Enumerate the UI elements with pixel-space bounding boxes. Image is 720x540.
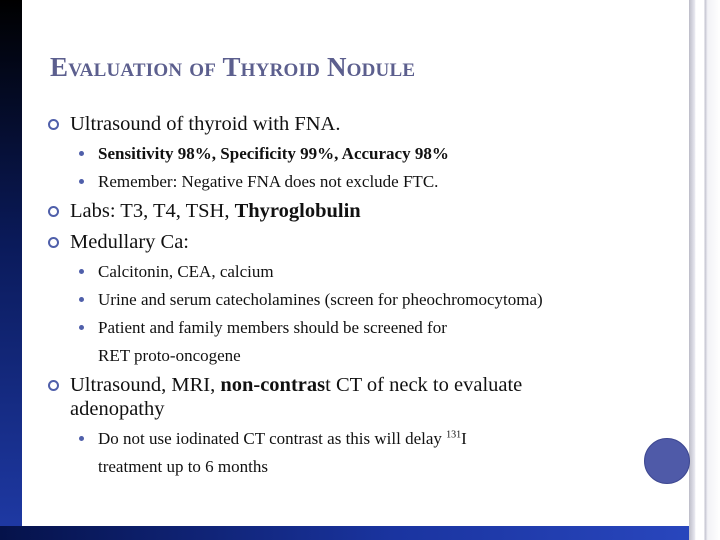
bullet-text-bold: Sensitivity 98%, Specificity 99%, Accuracy 98% xyxy=(98,144,449,163)
bullet-text-continued: adenopathy xyxy=(70,398,165,420)
bullet-text: Patient and family members should be screened for xyxy=(98,318,447,337)
sub-bullet-family-screening xyxy=(46,314,698,370)
bullet-labs xyxy=(46,199,686,223)
filled-dot-bullet-icon xyxy=(79,325,84,330)
hollow-circle-bullet-icon xyxy=(48,237,59,248)
hollow-circle-bullet-icon xyxy=(48,380,59,391)
sub-bullet-negative-fna xyxy=(46,168,698,196)
bullet-ultrasound-fna xyxy=(46,112,686,136)
sub-bullet-calcitonin xyxy=(46,258,698,286)
bullet-text: Calcitonin, CEA, calcium xyxy=(98,262,274,281)
bottom-gradient-band xyxy=(0,526,720,540)
filled-dot-bullet-icon xyxy=(79,436,84,441)
bullet-text-bold: non-contras xyxy=(220,374,326,396)
bullet-text: Remember: Negative FNA does not exclude FTC. xyxy=(98,172,439,191)
filled-dot-bullet-icon xyxy=(79,297,84,302)
bullet-text: Do not use iodinated CT contrast as this will delay xyxy=(98,429,447,448)
sub-bullet-sensitivity xyxy=(46,140,698,168)
hollow-circle-bullet-icon xyxy=(48,119,59,130)
filled-dot-bullet-icon xyxy=(79,179,84,184)
isotope-symbol: I xyxy=(461,429,467,448)
bullet-text: Ultrasound of thyroid with FNA. xyxy=(70,113,341,135)
isotope-superscript: 131 xyxy=(446,429,462,441)
hollow-circle-bullet-icon xyxy=(48,206,59,217)
bullet-text-tail: t CT of neck to evaluate xyxy=(325,374,523,396)
bullet-text-bold: Thyroglobulin xyxy=(234,200,361,222)
sub-bullet-catecholamines xyxy=(46,286,698,314)
sub-bullet-iodinated-contrast xyxy=(46,425,698,481)
bullet-text-continued: treatment up to 6 months xyxy=(98,457,268,476)
filled-dot-bullet-icon xyxy=(79,269,84,274)
left-gradient-band xyxy=(0,0,22,540)
bullet-text: Medullary Ca: xyxy=(70,231,189,253)
bullet-imaging xyxy=(46,373,686,421)
bullet-text: Ultrasound, MRI, xyxy=(70,374,221,396)
slide-title: Evaluation of Thyroid Nodule xyxy=(50,52,416,82)
slide-content xyxy=(46,112,686,481)
bullet-text: Urine and serum catecholamines (screen for pheochromocytoma) xyxy=(98,290,543,309)
bullet-medullary-ca xyxy=(46,230,686,254)
bullet-text-continued: RET proto-oncogene xyxy=(98,346,241,365)
bullet-text: Labs: T3, T4, TSH, xyxy=(70,200,235,222)
filled-dot-bullet-icon xyxy=(79,151,84,156)
filled-circle-decoration-icon xyxy=(644,438,690,484)
